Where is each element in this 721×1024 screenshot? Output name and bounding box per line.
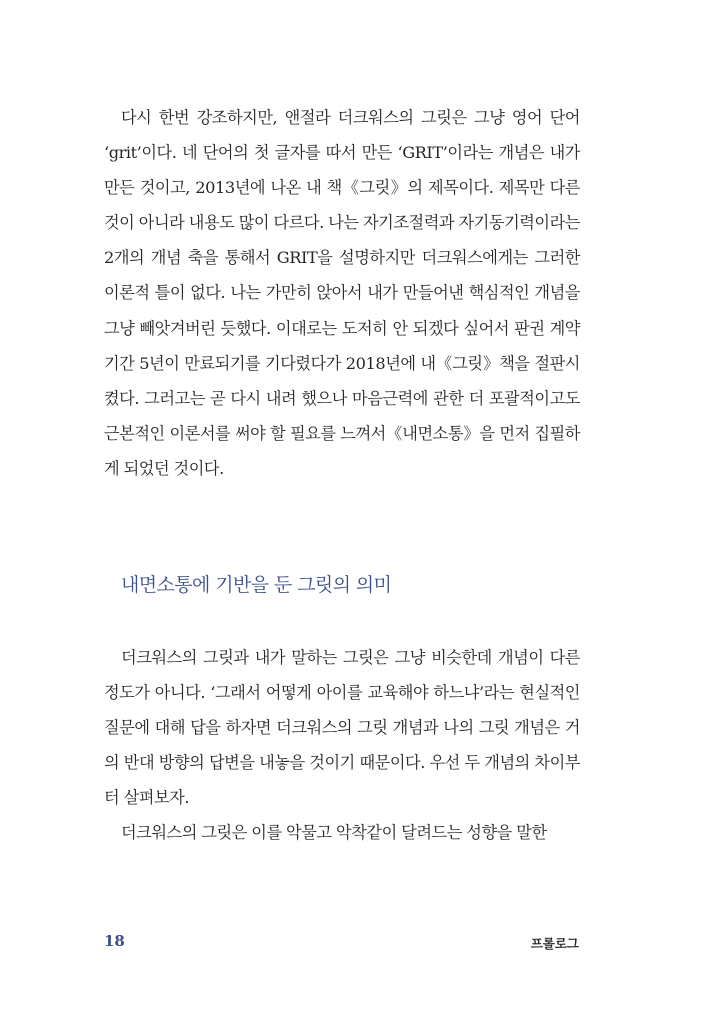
page-number: 18: [104, 932, 125, 950]
paragraph-duckworth-grit: 더크워스의 그릿은 이를 악물고 악착같이 달려드는 성향을 말한: [121, 823, 547, 843]
body-text-top: [104, 100, 580, 486]
paragraph-intro: 다시 한번 강조하지만, 앤절라 더크워스의 그릿은 그냥 영어 단어 ‘grit’이다. 네 단어의 첫 글자를 따서 만든 ‘GRIT’이라는 개념은 내가 만든 것이고, 2013년에 나온 내 책《그릿》의 제목이다. 제목만 다른 것이 아니라 내용도 많이 다르다. 나는 자기조절력과 자기동기력이라는 2개의 개념 축을 통해서 GRIT을 설명하지만 더크워스에게는 그러한 이론적 틀이 없다. 나는 가만히 앉아서 내가 만들어낸 핵심적인 개념을 그냥 빼앗겨버린 듯했다. 이대로는 도저히 안 되겠다 싶어서 판권 계약기간 5년이 만료되기를 기다렸다가 2018년에 내《그릿》책을 절판시켰다. 그러고는 곧 다시 내려 했으나 마음근력에 관한 더 포괄적이고도 근본적인 이론서를 써야 할 필요를 느껴서《내면소통》을 먼저 집필하게 되었던 것이다.: [104, 108, 580, 478]
body-text-bottom: [104, 640, 580, 851]
running-footer-chapter: 프롤로그: [530, 936, 579, 951]
section-heading: 내면소통에 기반을 둔 그릿의 의미: [121, 574, 392, 596]
paragraph-comparison: 더크워스의 그릿과 내가 말하는 그릿은 그냥 비슷한데 개념이 다른 정도가 아니다. ‘그래서 어떻게 아이를 교육해야 하느냐’라는 현실적인 질문에 대해 답을 하자면 더크워스의 그릿 개념과 나의 그릿 개념은 거의 반대 방향의 답변을 내놓을 것이기 때문이다. 우선 두 개념의 차이부터 살펴보자.: [104, 648, 580, 808]
